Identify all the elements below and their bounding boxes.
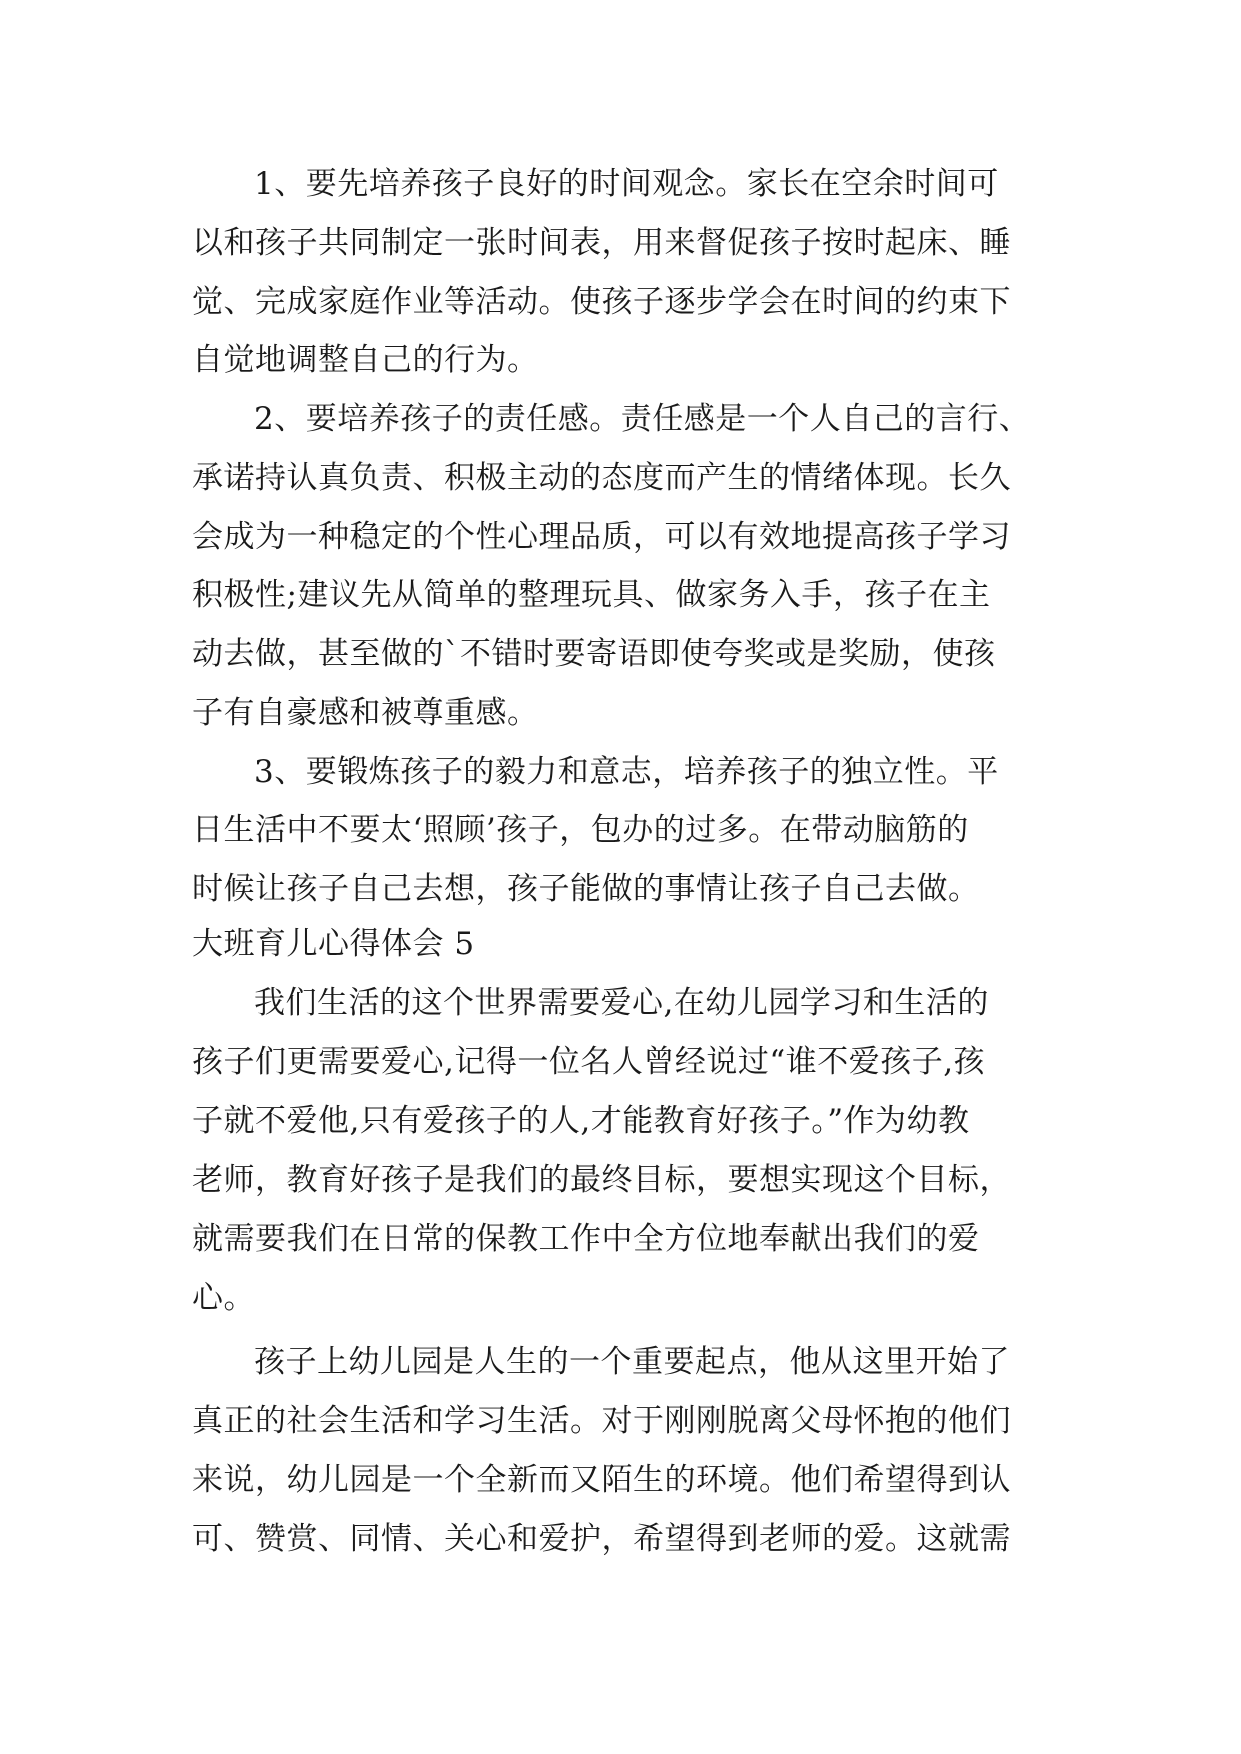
paragraph-1-line-1: 1、要先培养孩子良好的时间观念。家长在空余时间可 [254, 166, 999, 202]
paragraph-3-line-3: 时候让孩子自己去想，孩子能做的事情让孩子自己去做。 [192, 871, 980, 907]
paragraph-2-line-2: 承诺持认真负责、积极主动的态度而产生的情绪体现。长久 [192, 460, 1011, 496]
paragraph-4-line-3: 子就不爱他,只有爱孩子的人,才能教育好孩子。”作为幼教 [192, 1103, 970, 1139]
paragraph-2-line-5: 动去做，甚至做的`不错时要寄语即使夸奖或是奖励，使孩 [192, 636, 996, 672]
paragraph-2-line-4: 积极性;建议先从简单的整理玩具、做家务入手，孩子在主 [192, 577, 991, 613]
paragraph-5-line-2: 真正的社会生活和学习生活。对于刚刚脱离父母怀抱的他们 [192, 1403, 1011, 1439]
paragraph-4-line-4: 老师，教育好孩子是我们的最终目标，要想实现这个目标， [192, 1162, 1011, 1198]
paragraph-1-line-3: 觉、完成家庭作业等活动。使孩子逐步学会在时间的约束下 [192, 284, 1011, 320]
paragraph-3-line-1: 3、要锻炼孩子的毅力和意志，培养孩子的独立性。平 [254, 754, 999, 790]
paragraph-5-line-3: 来说，幼儿园是一个全新而又陌生的环境。他们希望得到认 [192, 1462, 1011, 1498]
paragraph-5-line-1: 孩子上幼儿园是人生的一个重要起点，他从这里开始了 [254, 1344, 1010, 1380]
paragraph-4-line-2: 孩子们更需要爱心,记得一位名人曾经说过“谁不爱孩子,孩 [192, 1044, 986, 1080]
paragraph-4-line-6: 心。 [192, 1280, 255, 1316]
section-heading: 大班育儿心得体会 5 [192, 926, 475, 962]
paragraph-2-line-1: 2、要培养孩子的责任感。责任感是一个人自己的言行、 [254, 401, 1031, 437]
paragraph-1-line-2: 以和孩子共同制定一张时间表，用来督促孩子按时起床、睡 [192, 225, 1011, 261]
paragraph-4-line-1: 我们生活的这个世界需要爱心,在幼儿园学习和生活的 [254, 985, 989, 1021]
paragraph-2-line-3: 会成为一种稳定的个性心理品质，可以有效地提高孩子学习 [192, 519, 1011, 555]
paragraph-4-line-5: 就需要我们在日常的保教工作中全方位地奉献出我们的爱 [192, 1221, 980, 1257]
paragraph-3-line-2: 日生活中不要太‘照顾’孩子，包办的过多。在带动脑筋的 [192, 812, 969, 848]
paragraph-5-line-4: 可、赞赏、同情、关心和爱护，希望得到老师的爱。这就需 [192, 1521, 1011, 1557]
paragraph-1-line-4: 自觉地调整自己的行为。 [192, 342, 539, 378]
paragraph-2-line-6: 子有自豪感和被尊重感。 [192, 695, 539, 731]
